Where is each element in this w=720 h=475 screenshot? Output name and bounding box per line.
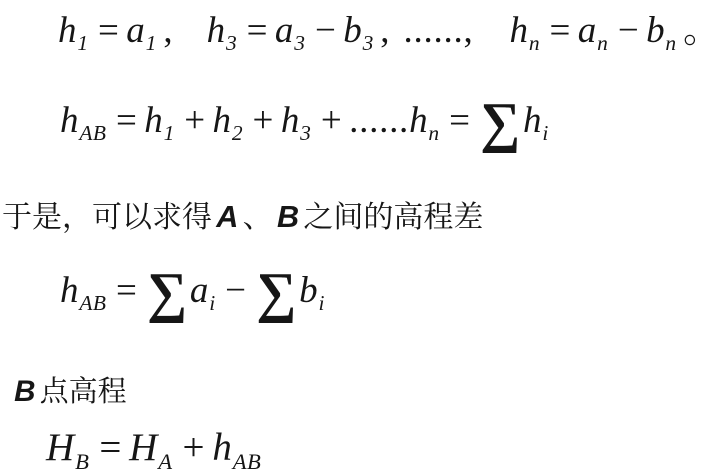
operator: = [99, 426, 122, 469]
bold-italic-letter: B [14, 375, 36, 408]
variable: h [60, 100, 79, 141]
variable: h [509, 10, 528, 51]
subscript: 3 [300, 121, 312, 146]
variable: h [523, 100, 542, 141]
operator: = [98, 10, 119, 51]
cjk-text: 点高程 [39, 376, 127, 408]
variable: a [189, 270, 209, 311]
operator: − [225, 270, 247, 311]
bold-italic-letter: A [216, 200, 239, 234]
formula-line-hab-sums [60, 261, 327, 324]
variable: h [212, 426, 232, 469]
sigma-symbol: ∑ [256, 261, 297, 324]
sigma-symbol: ∑ [147, 261, 188, 324]
roman-text: ......, [403, 10, 474, 51]
sigma-symbol: ∑ [480, 91, 521, 154]
subscript: n [597, 31, 609, 56]
operator: − [314, 10, 336, 51]
subscript: 3 [225, 31, 238, 56]
punctuation: , [380, 10, 390, 51]
operator: = [115, 270, 137, 311]
operator: = [449, 100, 470, 141]
subscript: 3 [294, 31, 306, 56]
subscript: i [542, 121, 549, 146]
variable: b [646, 10, 665, 51]
variable: h [60, 270, 79, 311]
variable: a [274, 10, 294, 51]
subscript: AB [79, 121, 107, 146]
variable: H [129, 426, 158, 469]
subscript: AB [232, 448, 262, 474]
variable: h [409, 100, 428, 141]
cjk-text: 之间的高程差 [303, 201, 484, 234]
variable: b [299, 270, 318, 311]
cjk-text: 、 [242, 201, 273, 234]
variable: a [126, 10, 145, 51]
roman-text: ...... [349, 100, 410, 141]
variable: h [144, 100, 163, 141]
variable: h [212, 100, 232, 141]
punctuation: , [163, 10, 173, 51]
bold-italic-letter: B [276, 200, 300, 234]
paragraph-height-difference-intro [2, 198, 483, 237]
subscript: n [665, 31, 677, 56]
variable: a [577, 10, 597, 51]
operator: − [617, 10, 639, 51]
cjk-text: 于是，可以求得 [2, 201, 212, 234]
variable: h [280, 100, 300, 141]
subscript: i [209, 291, 216, 316]
formula-line-hab-sum-h [60, 91, 551, 154]
subscript: A [158, 448, 173, 474]
subscript: n [528, 31, 540, 56]
operator: + [184, 100, 206, 141]
subscript: n [428, 121, 440, 146]
variable: h [58, 10, 77, 51]
subscript: 1 [145, 31, 157, 56]
variable: h [206, 10, 226, 51]
operator: + [320, 100, 342, 141]
operator: = [549, 10, 571, 51]
subscript: 2 [231, 121, 244, 146]
paragraph-point-b-elevation [10, 374, 127, 411]
formula-line-hb [46, 424, 264, 473]
subscript: B [75, 448, 90, 474]
formula-line-per-station [58, 8, 720, 54]
punctuation: 。 [683, 10, 720, 51]
operator: + [182, 426, 205, 469]
operator: = [115, 100, 137, 141]
subscript: i [318, 291, 325, 316]
subscript: 3 [362, 31, 374, 56]
operator: + [252, 100, 274, 141]
operator: = [246, 10, 268, 51]
subscript: AB [79, 291, 107, 316]
subscript: 1 [163, 121, 175, 146]
variable: H [46, 426, 75, 469]
variable: b [343, 10, 362, 51]
subscript: 1 [77, 31, 89, 56]
